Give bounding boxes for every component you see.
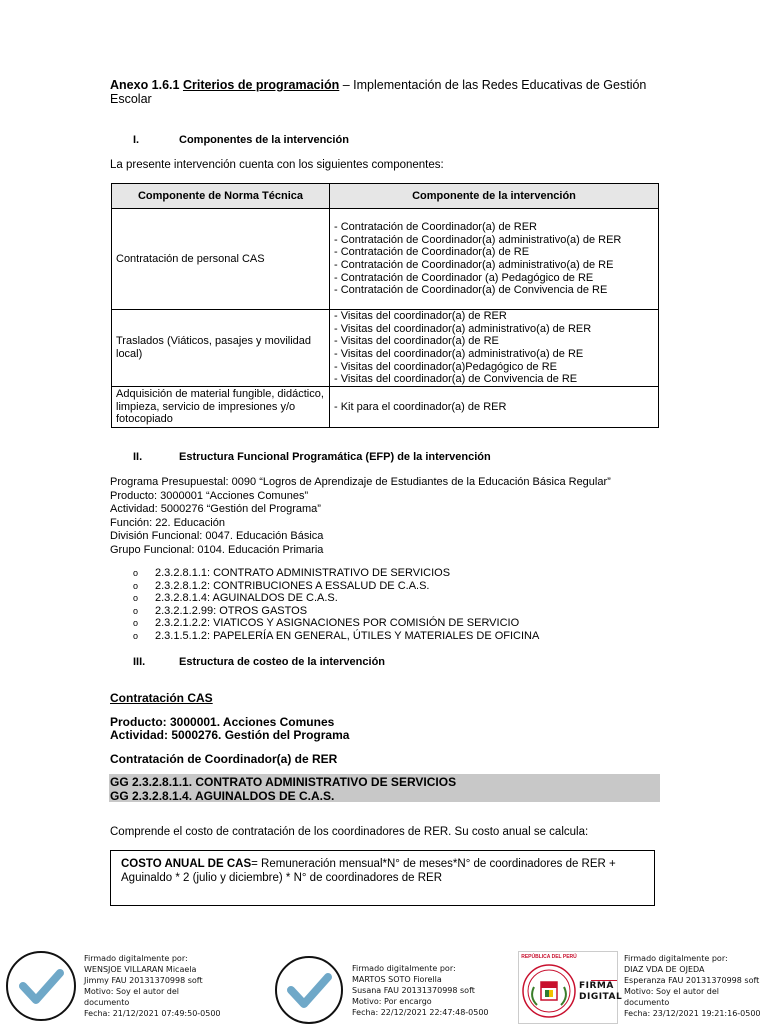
bullet-text: 2.3.1.5.1.2: PAPELERÍA EN GENERAL, ÚTILES Y MATERIALES DE OFICINA — [155, 629, 540, 642]
signature-line: Esperanza FAU 20131370998 soft — [624, 976, 760, 985]
check-icon — [274, 955, 344, 1024]
list-item: - Kit para el coordinador(a) de RER — [334, 400, 507, 413]
bullet-text: 2.3.2.1.2.2: VIATICOS Y ASIGNACIONES POR COMISIÓN DE SERVICIO — [155, 617, 520, 630]
signature-line: Motivo: Soy el autor del — [624, 987, 720, 996]
section-1-number: I. — [133, 134, 140, 146]
bullet-icon: o — [133, 568, 139, 578]
list-item: - Contratación de Coordinador(a) de RE — [334, 246, 530, 259]
signature-line: documento — [84, 998, 130, 1007]
comprende-text: Comprende el costo de contratación de los coordinadores de RER. Su costo anual se calcula: — [110, 826, 589, 838]
efp-line: Función: 22. Educación — [110, 516, 225, 529]
section-3-title: Estructura de costeo de la intervención — [179, 656, 386, 668]
seal-text-line: FIRMA — [579, 981, 614, 991]
table-cell-norma: Contratación de personal CAS — [112, 209, 330, 310]
signature-line: Motivo: Soy el autor del — [84, 987, 180, 996]
bullet-text: 2.3.2.1.2.99: OTROS GASTOS — [155, 604, 308, 617]
signature-block-1 — [84, 953, 221, 1019]
list-item: - Visitas del coordinador(a) de RE — [334, 335, 499, 348]
list-item: - Visitas del coordinador(a) de RER — [334, 310, 507, 323]
list-item: - Visitas del coordinador(a) de Convivencia de RE — [334, 373, 578, 386]
product-line: Producto: 3000001. Acciones Comunes — [110, 715, 335, 729]
gg-line: GG 2.3.2.8.1.4. AGUINALDOS DE C.A.S. — [110, 789, 335, 803]
efp-block — [110, 476, 611, 558]
bullet-icon: o — [133, 618, 139, 629]
list-item: - Visitas del coordinador(a)Pedagógico de RE — [334, 360, 557, 373]
table-header-row — [112, 184, 659, 209]
gg-highlight-box — [109, 774, 660, 802]
signature-line: Susana FAU 20131370998 soft — [352, 986, 475, 995]
list-item — [133, 592, 539, 605]
section-2-number: II. — [133, 451, 143, 463]
cost-formula: = Remuneración mensual*N° de meses*N° de coordinadores de RER + Aguinaldo * 2 (julio y diciembre) * N° de coordinadores de RER — [121, 858, 616, 884]
list-item — [133, 617, 539, 630]
efp-line: Grupo Funcional: 0104. Educación Primaria — [110, 543, 324, 556]
list-item: - Visitas del coordinador(a) administrativo(a) de RER — [334, 322, 592, 335]
annex-title-rest: – Implementación de las Redes Educativas de Gestión Escolar — [110, 78, 647, 106]
list-item: - Contratación de Coordinador(a) de RER — [334, 221, 537, 234]
signature-line: DIAZ VDA DE OJEDA — [624, 965, 705, 974]
signature-line: MARTOS SOTO Fiorella — [352, 975, 442, 984]
signature-line: WENSJOE VILLARAN Micaela — [84, 965, 197, 974]
signature-line: documento — [624, 998, 670, 1007]
seal-top-text: REPÚBLICA DEL PERÚ — [521, 954, 577, 960]
signature-line: Firmado digitalmente por: — [84, 954, 188, 963]
cost-formula-box — [110, 850, 655, 906]
table-row — [112, 209, 659, 310]
bullet-icon: o — [133, 605, 139, 616]
annex-title-bold: Criterios de programación — [182, 78, 340, 92]
bullet-text: 2.3.2.8.1.2: CONTRIBUCIONES A ESSALUD DE C.A.S. — [155, 579, 430, 592]
cas-subheading: Contratación CAS — [110, 691, 213, 705]
bullet-text: 2.3.2.8.1.1: CONTRATO ADMINISTRATIVO DE SERVICIOS — [155, 567, 451, 579]
table-header-intervencion: Componente de la intervención — [330, 184, 659, 209]
signature-block-3 — [624, 953, 761, 1019]
signature-line: Fecha: 22/12/2021 22:47:48-0500 — [352, 1008, 489, 1017]
signature-line: Firmado digitalmente por: — [352, 964, 456, 973]
signature-line: Fecha: 23/12/2021 19:21:16-0500 — [624, 1009, 761, 1018]
signature-block-2 — [352, 963, 489, 1018]
list-item: - Visitas del coordinador(a) administrativo(a) de RE — [334, 348, 584, 360]
signature-line: Fecha: 21/12/2021 07:49:50-0500 — [84, 1009, 221, 1018]
table-cell-norma: Traslados (Viáticos, pasajes y movilidad local) — [112, 310, 330, 387]
list-item: - Contratación de Coordinador(a) de Convivencia de RE — [334, 284, 608, 297]
annex-number: Anexo 1.6.1 — [110, 78, 180, 92]
seal-text — [579, 981, 622, 1003]
bullet-icon: o — [133, 593, 139, 604]
table-cell-items — [330, 387, 659, 428]
table-header-norma: Componente de Norma Técnica — [112, 184, 330, 209]
cost-label: COSTO ANUAL DE CAS — [121, 858, 252, 870]
activity-line: Actividad: 5000276. Gestión del Programa — [110, 728, 350, 742]
table-row — [112, 310, 659, 387]
list-item: - Contratación de Coordinador (a) Pedagógico de RE — [334, 271, 594, 284]
section-2-title: Estructura Funcional Programática (EFP) de la intervención — [179, 451, 491, 463]
section-1-title: Componentes de la intervención — [179, 134, 349, 146]
list-item: - Contratación de Coordinador(a) administrativo(a) de RE — [334, 259, 614, 271]
section-3-number: III. — [133, 656, 146, 668]
peru-seal-icon — [518, 951, 623, 1024]
components-table — [111, 183, 659, 428]
table-cell-items — [330, 209, 659, 310]
signature-line: Firmado digitalmente por: — [624, 954, 728, 963]
list-item — [133, 605, 539, 618]
efp-line: Actividad: 5000276 “Gestión del Programa” — [110, 503, 321, 516]
bullet-text: 2.3.2.8.1.4: AGUINALDOS DE C.A.S. — [155, 592, 338, 605]
seal-text-line: DIGITAL — [579, 992, 623, 1002]
bullet-icon: o — [133, 580, 139, 591]
efp-line: División Funcional: 0047. Educación Básica — [110, 530, 324, 543]
list-item — [133, 630, 539, 643]
list-item — [133, 567, 539, 580]
table-cell-norma: Adquisición de material fungible, didáctico, limpieza, servicio de impresiones y/o fotocopiado — [112, 387, 330, 428]
table-cell-items — [330, 310, 659, 387]
signature-line: Motivo: Por encargo — [352, 997, 432, 1006]
gg-line: GG 2.3.2.8.1.1. CONTRATO ADMINISTRATIVO DE SERVICIOS — [110, 775, 457, 789]
efp-line: Programa Presupuestal: 0090 “Logros de Aprendizaje de Estudiantes de la Educación Básica Regular” — [110, 476, 611, 488]
annex-title — [110, 78, 650, 106]
efp-line: Producto: 3000001 “Acciones Comunes” — [110, 489, 309, 502]
signature-line: Jimmy FAU 20131370998 soft — [84, 976, 203, 985]
coord-heading: Contratación de Coordinador(a) de RER — [110, 752, 338, 766]
gg-bullet-list — [133, 567, 539, 643]
list-item — [133, 580, 539, 593]
list-item: - Contratación de Coordinador(a) administrativo(a) de RER — [334, 233, 622, 246]
bullet-icon: o — [133, 630, 139, 641]
section-1-intro: La presente intervención cuenta con los siguientes componentes: — [110, 159, 444, 171]
table-row — [112, 387, 659, 428]
check-icon — [5, 950, 77, 1022]
